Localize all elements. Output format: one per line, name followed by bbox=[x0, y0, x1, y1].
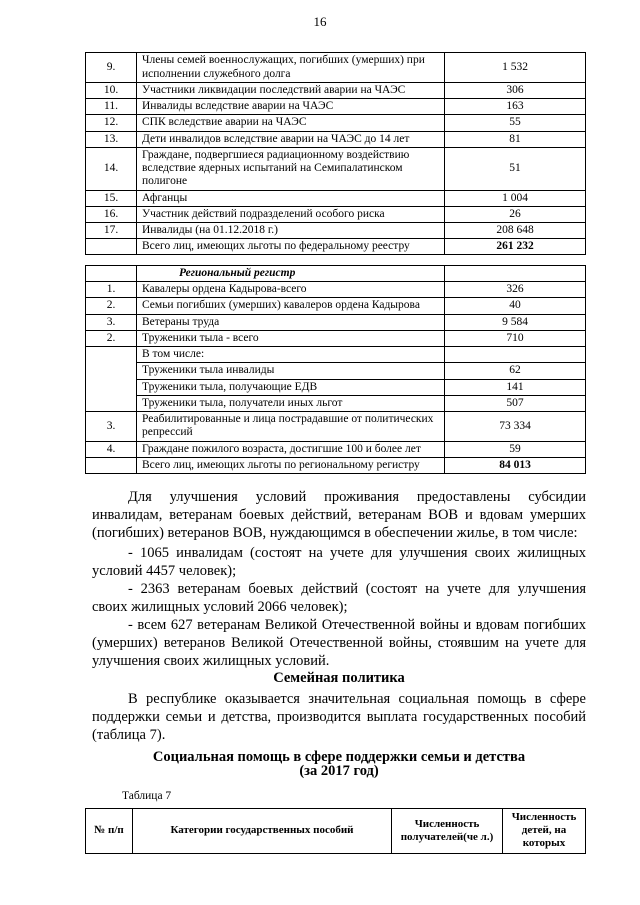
row-number: 14. bbox=[86, 147, 137, 190]
table-row bbox=[86, 147, 586, 190]
row-value: 26 bbox=[445, 206, 586, 222]
column-header: Категории государственных пособий bbox=[133, 809, 392, 854]
table7-label: Таблица 7 bbox=[122, 790, 172, 802]
row-value: 51 bbox=[445, 147, 586, 190]
row-label: Труженики тыла, получающие ЕДВ bbox=[137, 379, 445, 395]
table-row bbox=[86, 411, 586, 441]
row-value: 710 bbox=[445, 330, 586, 346]
table-row bbox=[86, 222, 586, 238]
row-value: 55 bbox=[445, 115, 586, 131]
row-number: 11. bbox=[86, 99, 137, 115]
row-label: Труженики тыла инвалиды bbox=[137, 363, 445, 379]
row-number: 17. bbox=[86, 222, 137, 238]
row-label: Труженики тыла - всего bbox=[137, 330, 445, 346]
row-label: Семьи погибших (умерших) кавалеров ордена Кадырова bbox=[137, 298, 445, 314]
regional-register-table bbox=[85, 265, 586, 474]
table-row bbox=[86, 395, 586, 411]
row-number: 3. bbox=[86, 314, 137, 330]
table-row bbox=[86, 314, 586, 330]
table-row bbox=[86, 115, 586, 131]
row-value: 9 584 bbox=[445, 314, 586, 330]
table-row bbox=[86, 363, 586, 379]
table-row bbox=[86, 83, 586, 99]
table-row bbox=[86, 99, 586, 115]
table-row bbox=[86, 206, 586, 222]
total-value: 84 013 bbox=[445, 458, 586, 474]
row-label: Участники ликвидации последствий аварии на ЧАЭС bbox=[137, 83, 445, 99]
table-row bbox=[86, 441, 586, 457]
row-value: 1 004 bbox=[445, 190, 586, 206]
subsidy-item-wwii: - всем 627 ветеранам Великой Отечественной войны и вдовам погибших (умерших) ветеранов Великой Отечественной войны, стоявшим на учете для улучшения своих жилищных условий. bbox=[92, 617, 586, 669]
row-value: 59 bbox=[445, 441, 586, 457]
column-header: Численность получателей(че л.) bbox=[392, 809, 503, 854]
total-value: 261 232 bbox=[445, 239, 586, 255]
table7-subtitle: (за 2017 год) bbox=[299, 763, 379, 779]
row-value: 81 bbox=[445, 131, 586, 147]
table-row bbox=[86, 190, 586, 206]
row-label: Ветераны труда bbox=[137, 314, 445, 330]
federal-benefits-table bbox=[85, 52, 586, 255]
row-number: 13. bbox=[86, 131, 137, 147]
subsidy-paragraph: Для улучшения условий проживания предоставлены субсидии инвалидам, ветеранам боевых действий, ветеранам ВОВ и вдовам умерших (погибших) ветеранов ВОВ, нуждающимся в обеспечении жилье, в том числе: bbox=[92, 489, 586, 541]
row-label: Инвалиды вследствие аварии на ЧАЭС bbox=[137, 99, 445, 115]
total-label: Всего лиц, имеющих льготы по региональному регистру bbox=[137, 458, 445, 474]
row-number: 9. bbox=[86, 53, 137, 83]
table-header-row bbox=[86, 266, 586, 282]
regional-register-header: Региональный регистр bbox=[137, 266, 445, 282]
table-row bbox=[86, 131, 586, 147]
row-number: 2. bbox=[86, 330, 137, 346]
table-header-row bbox=[86, 809, 586, 854]
table7 bbox=[85, 808, 586, 854]
row-value: 507 bbox=[445, 395, 586, 411]
total-label: Всего лиц, имеющих льготы по федеральному реестру bbox=[137, 239, 445, 255]
row-value: 163 bbox=[445, 99, 586, 115]
row-number: 3. bbox=[86, 411, 137, 441]
row-number: 10. bbox=[86, 83, 137, 99]
section-heading: Семейная политика bbox=[273, 670, 405, 686]
row-value: 208 648 bbox=[445, 222, 586, 238]
row-label: Дети инвалидов вследствие аварии на ЧАЭС до 14 лет bbox=[137, 131, 445, 147]
row-label: Труженики тыла, получатели иных льгот bbox=[137, 395, 445, 411]
row-value: 40 bbox=[445, 298, 586, 314]
row-number: 16. bbox=[86, 206, 137, 222]
row-value: 1 532 bbox=[445, 53, 586, 83]
table-row bbox=[86, 330, 586, 346]
row-value: 62 bbox=[445, 363, 586, 379]
row-value: 141 bbox=[445, 379, 586, 395]
row-number: 4. bbox=[86, 441, 137, 457]
row-label: Инвалиды (на 01.12.2018 г.) bbox=[137, 222, 445, 238]
table7-title: Социальная помощь в сфере поддержки семьи и детства bbox=[152, 749, 526, 765]
row-value: 73 334 bbox=[445, 411, 586, 441]
subsidy-item-veterans: - 2363 ветеранам боевых действий (состоят на учете для улучшения своих жилищных условий 2066 человек); bbox=[92, 581, 586, 615]
row-label: Члены семей военнослужащих, погибших (умерших) при исполнении служебного долга bbox=[137, 53, 445, 83]
row-label: Граждане пожилого возраста, достигшие 100 и более лет bbox=[137, 441, 445, 457]
row-number: 12. bbox=[86, 115, 137, 131]
table-row bbox=[86, 379, 586, 395]
row-value: 306 bbox=[445, 83, 586, 99]
table-row bbox=[86, 298, 586, 314]
row-number: 1. bbox=[86, 282, 137, 298]
row-number: 2. bbox=[86, 298, 137, 314]
row-label: СПК вследствие аварии на ЧАЭС bbox=[137, 115, 445, 131]
column-header: № п/п bbox=[86, 809, 133, 854]
table-row bbox=[86, 53, 586, 83]
row-label: Реабилитированные и лица пострадавшие от политических репрессий bbox=[137, 411, 445, 441]
row-value: 326 bbox=[445, 282, 586, 298]
row-label: Граждане, подвергшиеся радиационному воздействию вследствие ядерных испытаний на Семипалатинском полигоне bbox=[137, 147, 445, 190]
table-row bbox=[86, 282, 586, 298]
row-label: Кавалеры ордена Кадырова-всего bbox=[137, 282, 445, 298]
row-label: Участник действий подразделений особого риска bbox=[137, 206, 445, 222]
row-number: 15. bbox=[86, 190, 137, 206]
table-total-row bbox=[86, 239, 586, 255]
table-total-row bbox=[86, 458, 586, 474]
table-row bbox=[86, 347, 586, 363]
column-header: Численность детей, на которых bbox=[503, 809, 586, 854]
page-number: 16 bbox=[313, 14, 327, 29]
family-policy-paragraph: В республике оказывается значительная социальная помощь в сфере поддержки семьи и детства, производится выплата государственных пособий (таблица 7). bbox=[92, 691, 586, 743]
including-label: В том числе: bbox=[137, 347, 445, 363]
subsidy-item-disabled: - 1065 инвалидам (состоят на учете для улучшения своих жилищных условий 4457 человек); bbox=[92, 545, 586, 579]
row-label: Афганцы bbox=[137, 190, 445, 206]
